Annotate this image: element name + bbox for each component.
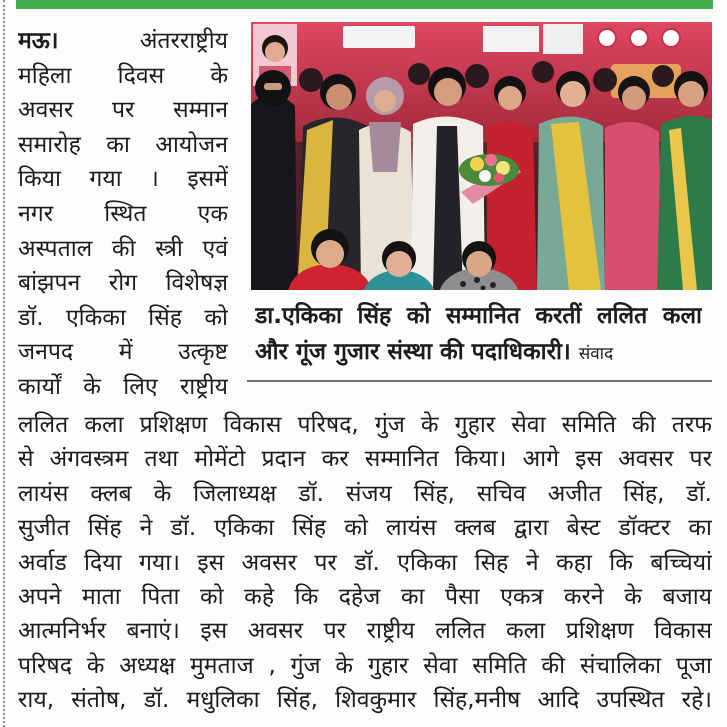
person-figure <box>251 70 297 290</box>
article-line: नगर स्थित एक <box>18 200 228 227</box>
caption-credit: संवाद <box>578 344 614 364</box>
article-body-line: अपने माता पिता को कहे कि दहेज का पैसा एकत्र करने के बजाय <box>18 583 712 610</box>
article-line: अस्पताल की स्त्री एवं <box>18 235 228 262</box>
top-color-bar <box>16 0 713 9</box>
article-line-text: अंतरराष्ट्रीय <box>139 28 228 54</box>
article-body-line: आत्मनिर्भर बनाएं। इस अवसर पर राष्ट्रीय ललित कला प्रशिक्षण विकास <box>18 618 712 645</box>
caption-rule <box>247 380 712 382</box>
article-line: अवसर पर सम्मान <box>18 97 228 124</box>
article-line: जनपद में उत्कृष्ट <box>18 339 228 366</box>
banner-sign <box>483 26 539 52</box>
clipping-dotted-edge <box>3 0 5 727</box>
article-line: कार्यों के लिए राष्ट्रीय <box>18 373 228 400</box>
article-line: बांझपन रोग विशेषज्ञ <box>18 270 228 297</box>
photo-caption <box>255 298 702 370</box>
article-line: किया गया । इसमें <box>18 166 228 193</box>
article-left-column <box>18 24 228 405</box>
article-body-line: अर्वाड दिया गया। इस अवसर पर डॉ. एकिका सिह ने कहा कि बच्चियां <box>18 549 712 576</box>
news-photo <box>251 22 712 290</box>
article-body <box>18 408 712 718</box>
banner-sign <box>343 26 415 48</box>
dateline: मऊ। <box>18 28 59 54</box>
caption-text: और गूंज गुजार संस्था की पदाधिकारी। <box>255 339 571 365</box>
banner-sign <box>543 24 583 54</box>
article-line: महिला दिवस के <box>18 62 228 89</box>
article-body-line: सुजीत सिंह ने डॉ. एकिका सिंह को लायंस क्लब द्वारा बेस्ट डॉक्टर का <box>18 515 712 542</box>
article-body-line: लायंस क्लब के जिलाध्यक्ष डॉ. संजय सिंह, सचिव अजीत सिंह, डॉ. <box>18 480 712 507</box>
photo-artwork <box>251 22 712 290</box>
article-body-line: से अंगवस्त्रम तथा मोमेंटो प्रदान कर सम्मानित किया। आगे इस अवसर पर <box>18 446 712 473</box>
article-line <box>18 24 228 59</box>
banner-emblems <box>598 29 680 47</box>
article-body-line: ललित कला प्रशिक्षण विकास परिषद, गुंज के गुहार सेवा समिति की तरफ <box>18 412 712 438</box>
article-line: समारोह का आयोजन <box>18 131 228 158</box>
article-body-line: परिषद के अध्यक्ष मुमताज , गुंज के गुहार सेवा समिति की संचालिका पूजा <box>18 652 712 679</box>
caption-line <box>255 334 702 370</box>
article-line: डॉ. एकिका सिंह को <box>18 304 228 331</box>
article-body-line: राय, संतोष, डॉ. मधुलिका सिंह, शिवकुमार सिंह,मनीष आदि उपस्थित रहे। <box>18 687 712 714</box>
caption-line: डा.एकिका सिंह को सम्मानित करतीं ललित कला <box>255 303 702 329</box>
